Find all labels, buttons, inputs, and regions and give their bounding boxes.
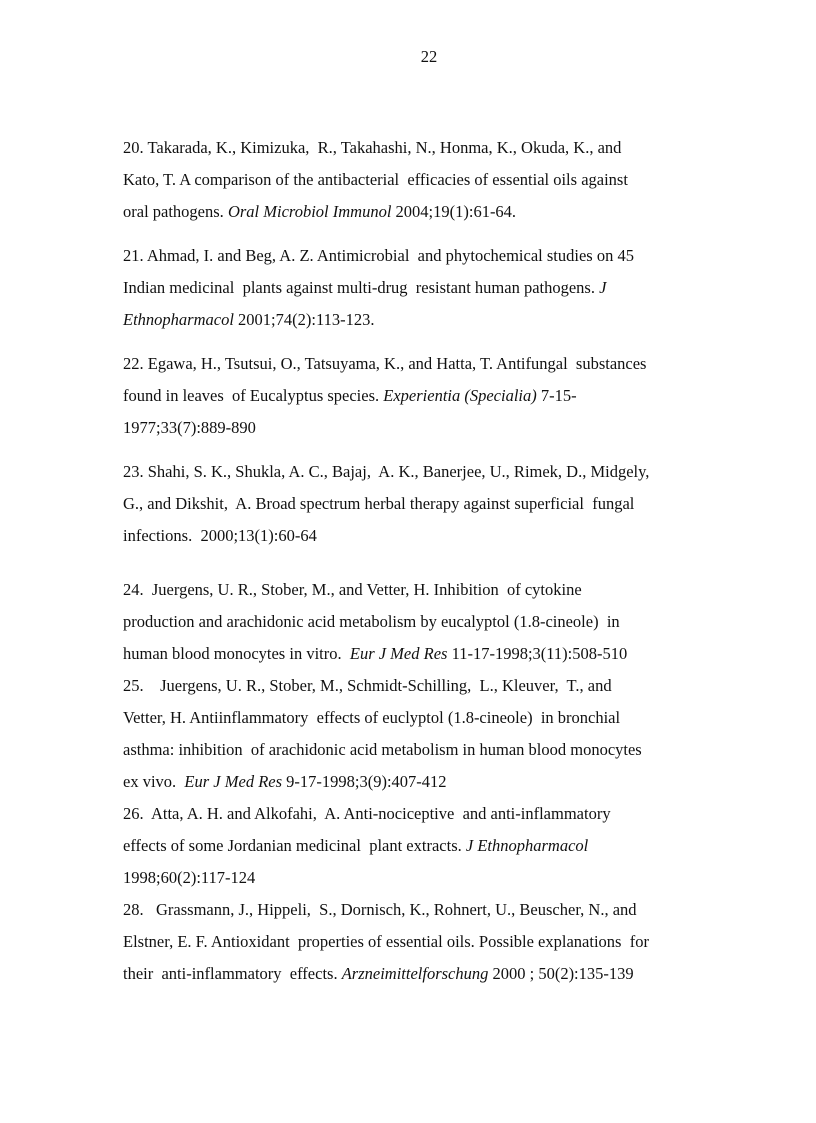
reference-text: human blood monocytes in vitro. bbox=[123, 644, 350, 663]
reference-item bbox=[123, 240, 735, 336]
reference-line bbox=[123, 606, 735, 638]
reference-line bbox=[123, 702, 735, 734]
reference-line bbox=[123, 456, 735, 488]
reference-line bbox=[123, 862, 735, 894]
page-number: 22 bbox=[420, 47, 438, 66]
reference-text: Kato, T. A comparison of the antibacterial efficacies of essential oils against bbox=[123, 170, 628, 189]
journal-title: Oral Microbiol Immunol bbox=[227, 202, 392, 221]
reference-line bbox=[123, 132, 735, 164]
reference-line bbox=[123, 488, 735, 520]
reference-line bbox=[123, 520, 735, 552]
reference-item bbox=[123, 670, 735, 798]
reference-item bbox=[123, 456, 735, 552]
reference-text: ex vivo. bbox=[123, 772, 185, 791]
reference-text: 28. Grassmann, J., Hippeli, S., Dornisch, K., Rohnert, U., Beuscher, N., and bbox=[123, 900, 637, 919]
reference-item bbox=[123, 574, 735, 670]
reference-text: 7-15- bbox=[536, 386, 577, 405]
reference-text: 11-17-1998;3(11):508-510 bbox=[447, 644, 628, 663]
reference-text: oral pathogens. bbox=[123, 202, 228, 221]
journal-title: Arzneimittelforschung bbox=[341, 964, 489, 983]
reference-text: their anti-inflammatory effects. bbox=[123, 964, 342, 983]
reference-line bbox=[123, 958, 735, 990]
reference-line bbox=[123, 348, 735, 380]
reference-line bbox=[123, 638, 735, 670]
reference-text: Indian medicinal plants against multi-drug resistant human pathogens. bbox=[123, 278, 600, 297]
reference-line bbox=[123, 766, 735, 798]
reference-text: 2004;19(1):61-64. bbox=[391, 202, 517, 221]
journal-title: Experientia (Specialia) bbox=[383, 386, 537, 405]
reference-text: found in leaves of Eucalyptus species. bbox=[123, 386, 384, 405]
reference-line bbox=[123, 894, 735, 926]
journal-title: Ethnopharmacol bbox=[123, 310, 234, 329]
reference-item bbox=[123, 348, 735, 444]
reference-line bbox=[123, 798, 735, 830]
reference-item bbox=[123, 894, 735, 990]
reference-text: production and arachidonic acid metabolism by eucalyptol (1.8-cineole) in bbox=[123, 612, 620, 631]
reference-text: G., and Dikshit, A. Broad spectrum herbal therapy against superficial fungal bbox=[123, 494, 635, 513]
reference-text: 23. Shahi, S. K., Shukla, A. C., Bajaj, A. K., Banerjee, U., Rimek, D., Midgely, bbox=[123, 462, 650, 481]
reference-line bbox=[123, 240, 735, 272]
reference-text: 25. Juergens, U. R., Stober, M., Schmidt-Schilling, L., Kleuver, T., and bbox=[123, 676, 612, 695]
reference-text: 2001;74(2):113-123. bbox=[233, 310, 375, 329]
journal-title: Eur J Med Res bbox=[349, 644, 448, 663]
reference-text: effects of some Jordanian medicinal plant extracts. bbox=[123, 836, 466, 855]
reference-line bbox=[123, 304, 735, 336]
reference-item bbox=[123, 798, 735, 894]
reference-line bbox=[123, 734, 735, 766]
reference-text: 20. Takarada, K., Kimizuka, R., Takahashi, N., Honma, K., Okuda, K., and bbox=[123, 138, 622, 157]
reference-text: Vetter, H. Antiinflammatory effects of euclyptol (1.8-cineole) in bronchial bbox=[123, 708, 621, 727]
reference-line bbox=[123, 574, 735, 606]
reference-line bbox=[123, 926, 735, 958]
reference-text: 26. Atta, A. H. and Alkofahi, A. Anti-nociceptive and anti-inflammatory bbox=[123, 804, 611, 823]
reference-text: asthma: inhibition of arachidonic acid metabolism in human blood monocytes bbox=[123, 740, 642, 759]
reference-line bbox=[123, 164, 735, 196]
reference-line bbox=[123, 272, 735, 304]
reference-text: 1977;33(7):889-890 bbox=[123, 418, 256, 437]
reference-text: Elstner, E. F. Antioxidant properties of essential oils. Possible explanations for bbox=[123, 932, 649, 951]
reference-line bbox=[123, 196, 735, 228]
reference-text: 1998;60(2):117-124 bbox=[123, 868, 256, 887]
reference-line bbox=[123, 412, 735, 444]
reference-line bbox=[123, 830, 735, 862]
reference-text: 9-17-1998;3(9):407-412 bbox=[282, 772, 447, 791]
journal-title: Eur J Med Res bbox=[184, 772, 283, 791]
reference-item bbox=[123, 132, 735, 228]
reference-text: 22. Egawa, H., Tsutsui, O., Tatsuyama, K., and Hatta, T. Antifungal substances bbox=[123, 354, 647, 373]
reference-text: infections. 2000;13(1):60-64 bbox=[123, 526, 317, 545]
reference-line bbox=[123, 380, 735, 412]
journal-title: J bbox=[599, 278, 607, 297]
reference-list bbox=[123, 132, 735, 990]
reference-line bbox=[123, 670, 735, 702]
reference-text: 21. Ahmad, I. and Beg, A. Z. Antimicrobial and phytochemical studies on 45 bbox=[123, 246, 634, 265]
reference-text: 2000 ; 50(2):135-139 bbox=[488, 964, 634, 983]
reference-text: 24. Juergens, U. R., Stober, M., and Vetter, H. Inhibition of cytokine bbox=[123, 580, 582, 599]
journal-title: J Ethnopharmacol bbox=[465, 836, 589, 855]
